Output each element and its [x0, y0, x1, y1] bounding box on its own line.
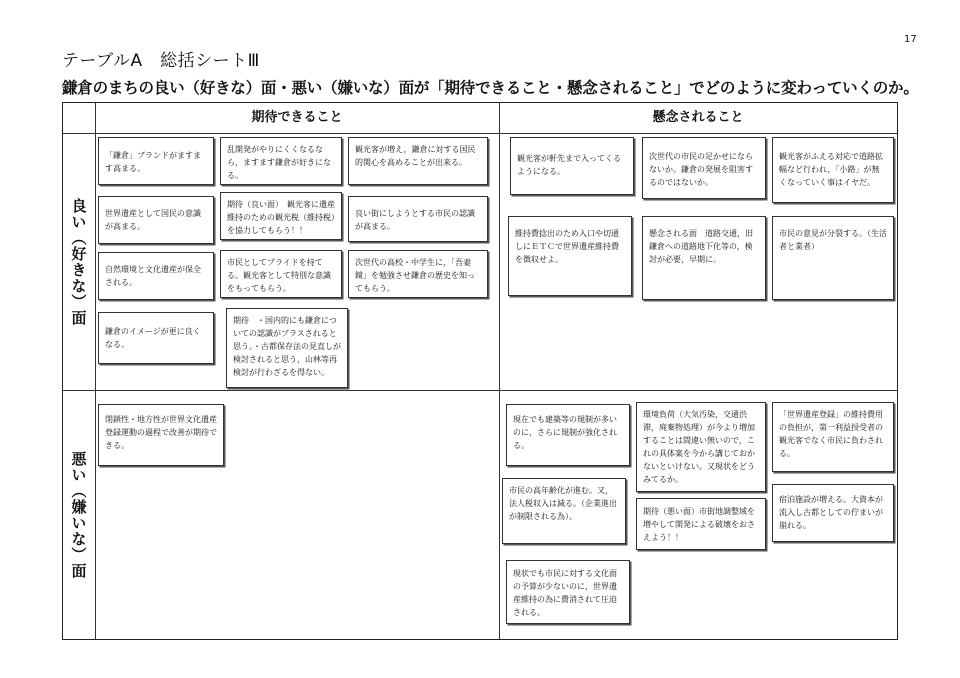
label-column-divider	[95, 103, 96, 639]
card-text: 良い街にしようとする市民の認識が高まる。	[355, 209, 475, 231]
header-divider	[63, 133, 897, 134]
card-text: 世界遺産として国民の意識が高まる。	[105, 209, 201, 231]
card-text: 維持費捻出のため入口や切通しにＥＴＣで世界遺産維持費を徴収せよ。	[515, 229, 619, 264]
page-number: 17	[904, 34, 917, 45]
card-good-expected-9	[348, 250, 488, 298]
card-text: 「鎌倉」ブランドがますます高まる。	[105, 151, 201, 173]
card-bad-concern-1	[506, 404, 630, 466]
row-divider	[63, 390, 897, 391]
card-text: 「世界遺産登録」の維持費用の負担が，第一利益授受者の観光客でなく市民に負わされる。	[779, 410, 883, 458]
card-text: 観光客がふえる対応で道路拡幅など行われ，「小路」が無くなっていく事はイヤだ。	[779, 152, 883, 187]
card-text: 宿泊施設が増える。大資本が流入し古都としての佇まいが崩れる。	[779, 495, 883, 530]
card-good-concern-5	[642, 216, 766, 300]
card-bad-concern-7	[506, 560, 630, 624]
card-bad-concern-6	[772, 484, 894, 542]
card-text: 乱開発がやりにくくなるなら，ますます鎌倉が好きになる。	[227, 145, 331, 180]
row-label-good-text: 良い（好きな）面	[69, 197, 88, 326]
card-bad-concern-2	[636, 402, 766, 492]
row-label-bad	[63, 390, 95, 639]
card-text: 現状でも市民に対する文化面の予算が少ないのに，世界遺産維持の為に費消されて圧迫される。	[513, 569, 617, 617]
card-good-concern-6	[772, 216, 894, 300]
card-text: 期待 ・国内的にも鎌倉についての認識がプラスされると思う。・古都保存法の見直しが検討されると思う，山林等再検討が行わざるを得ない。	[233, 316, 341, 377]
card-good-expected-4	[98, 196, 214, 244]
card-good-concern-4	[508, 216, 632, 296]
card-good-expected-8	[220, 250, 342, 298]
card-text: 期待（悪い面）市街地調整域を増やして開発による破壊をおさえよう！！	[643, 507, 755, 542]
card-text: 現在でも建築等の規制が多いのに，さらに規制が強化される。	[513, 415, 617, 450]
card-text: 市民としてプライドを持てる。観光客として特別な意識をもってもらう。	[227, 258, 331, 293]
card-text: 自然環境と文化遺産が保全される。	[105, 265, 201, 287]
card-text: 次世代の市民の足かせにならないか。鎌倉の発展を阻害するのではないか。	[649, 152, 753, 187]
card-bad-concern-4	[502, 478, 626, 544]
card-text: 懸念される面 道路交通，旧鎌倉への道路地下化等の，検討が必要，早期に。	[649, 229, 753, 264]
card-good-concern-1	[510, 137, 634, 195]
card-good-expected-11	[226, 308, 348, 388]
card-text: 次世代の高校・中学生に，「吾妻鏡」を勉強させ鎌倉の歴史を知ってもらう。	[355, 258, 475, 293]
card-bad-concern-3	[772, 402, 894, 472]
column-header-expected: 期待できること	[251, 110, 343, 125]
card-good-expected-6	[348, 196, 488, 242]
row-label-bad-text: 悪い（嫌いな）面	[69, 450, 88, 579]
column-divider	[499, 103, 500, 639]
card-text: 観光客が増え，鎌倉に対する国民的関心を高めることが出来る。	[355, 145, 476, 167]
card-good-concern-2	[642, 137, 766, 199]
card-good-expected-5	[220, 192, 342, 240]
card-text: 環境負荷（大気汚染，交通渋滞，廃棄物処理）が今より増加することは間違い無いので，これの具体案を今から講じておかないといけない。又現状をどうみてるか。	[643, 410, 755, 484]
card-text: 観光客が軒先まで入ってくるようになる。	[517, 154, 621, 176]
card-text: 鎌倉のイメージが更に良くなる。	[105, 327, 201, 349]
card-good-expected-3	[348, 137, 488, 185]
row-label-good	[63, 133, 95, 390]
card-good-expected-7	[98, 252, 214, 300]
card-text: 市民の高年齢化が進む。又，法人税収入は減る。（企業進出が制限される為）。	[509, 486, 617, 521]
card-text: 閉鎖性・地方性が世界文化遺産登録運動の過程で改善が期待できる。	[105, 415, 217, 450]
card-bad-concern-5	[636, 498, 766, 550]
column-header-concern: 懸念されること	[652, 110, 744, 125]
card-text: 市民の意見が分裂する。（生活者と業者）	[779, 229, 887, 251]
sheet-title: テーブルA 総括シートⅢ	[62, 51, 260, 71]
card-good-expected-10	[98, 312, 214, 364]
card-good-expected-1	[98, 137, 214, 185]
card-good-concern-3	[772, 137, 894, 203]
page-question: 鎌倉のまちの良い（好きな）面・悪い（嫌いな）面が「期待できること・懸念されること」でどのように変わっていくのか。	[62, 79, 919, 97]
card-bad-expected-1	[98, 404, 224, 466]
card-text: 期待（良い面） 観光客に遺産維持のための観光税（維持税）を協力してもらう！！	[227, 200, 335, 235]
card-good-expected-2	[220, 137, 342, 185]
